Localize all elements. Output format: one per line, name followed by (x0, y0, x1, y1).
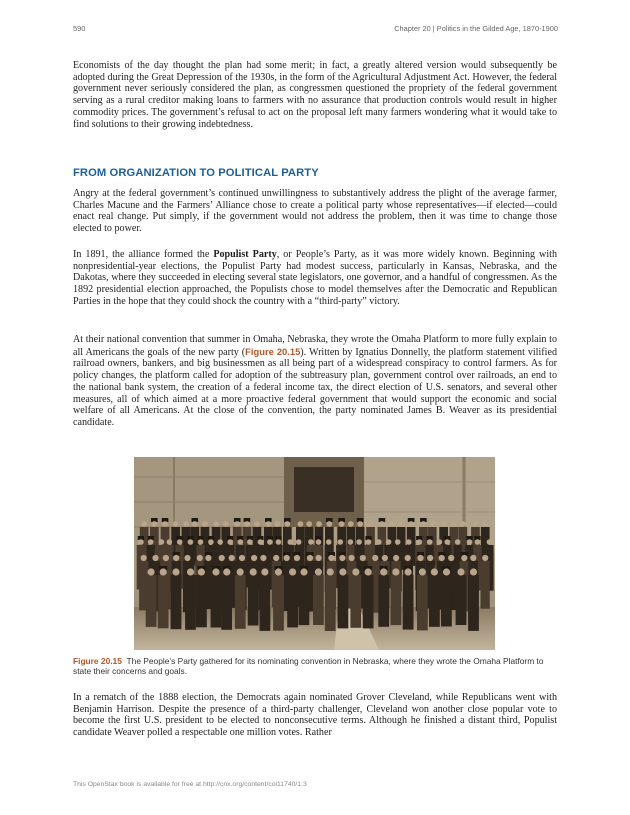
paragraph-2: Angry at the federal government’s continued unwillingness to substantively address the plight of the average farmer, Charles Macune and the Farmers’ Alliance chose to create a political party whose representatives—if elected—could enact real change. Put simply, if the government would not address the problem, then it was time to change those elected to power. (73, 188, 557, 235)
paragraph-1: Economists of the day thought the plan had some merit; in fact, a greatly altered version would subsequently be adopted during the Great Depression of the 1930s, in the form of the Agricultural Adjustment Act. However, the federal government never seriously considered the plan, as congressmen questioned the propriety of the federal government serving as a rural creditor making loans to farmers with no assurance that production controls would result in higher commodity prices. The government’s refusal to act on the proposal left many farmers wondering what it would take to find solutions to their growing indebtedness. (73, 60, 557, 130)
paragraph-4-rest: ). Written by Ignatius Donnelly, the platform statement vilified railroad owners, bankers, and big businessmen as all being part of a widespread conspiracy to control farmers. As for policy changes, the platform called for adoption of the subtreasury plan, government control over railroads, an end to the national bank system, the creation of a federal income tax, the direct election of U.S. senators, and several other measures, all of which aimed at a more proactive federal government that would support the economic and social welfare of all Americans. At the close of the convention, the party nominated James B. Weaver as its presidential candidate. (73, 346, 557, 428)
figure-caption-text: The People’s Party gathered for its nominating convention in Nebraska, where they wrote the Omaha Platform to state their concerns and goals. (73, 656, 544, 677)
paragraph-3 (73, 249, 557, 308)
page-number: 590 (73, 24, 86, 33)
paragraph-5: In a rematch of the 1888 election, the Democrats again nominated Grover Cleveland, while Republicans went with Benjamin Harrison. Despite the presence of a third-party challenger, Cleveland won another close popular vote to become the first U.S. president to be elected to nonconsecutive terms. Although he finished a distant third, Populist candidate Weaver polled a respectable one million votes. Rather (73, 692, 557, 739)
page-footer: This OpenStax book is available for free at http://cnx.org/content/col11740/1.3 (73, 781, 307, 788)
paragraph-3-lead: In 1891, the alliance formed the (73, 249, 214, 260)
figure-caption (73, 656, 557, 677)
paragraph-4 (73, 334, 557, 429)
paragraph-4-lead: At their national convention that summer in Omaha, Nebraska, they wrote the Omaha Platform to more fully explain to all Americans the goals of the new party ( (73, 334, 557, 358)
figure-reference-link[interactable]: Figure 20.15 (245, 345, 301, 357)
paragraph-3-rest: , or People’s Party, as it was more widely known. Beginning with nonpresidential-year elections, the Populist Party had modest success, particularly in Kansas, Nebraska, and the Dakotas, where they succeeded in electing several state legislators, one governor, and a handful of congressmen. As the 1892 presidential election approached, the Populists chose to model themselves after the Democratic and Republican Parties in the hope that they could shock the country with a “third-party” victory. (73, 249, 558, 307)
running-header: Chapter 20 | Politics in the Gilded Age, 1870-1900 (394, 24, 558, 33)
key-term-populist-party: Populist Party (213, 249, 277, 260)
section-heading: FROM ORGANIZATION TO POLITICAL PARTY (73, 167, 319, 179)
figure-label: Figure 20.15 (73, 656, 122, 666)
convention-photo (134, 457, 495, 650)
